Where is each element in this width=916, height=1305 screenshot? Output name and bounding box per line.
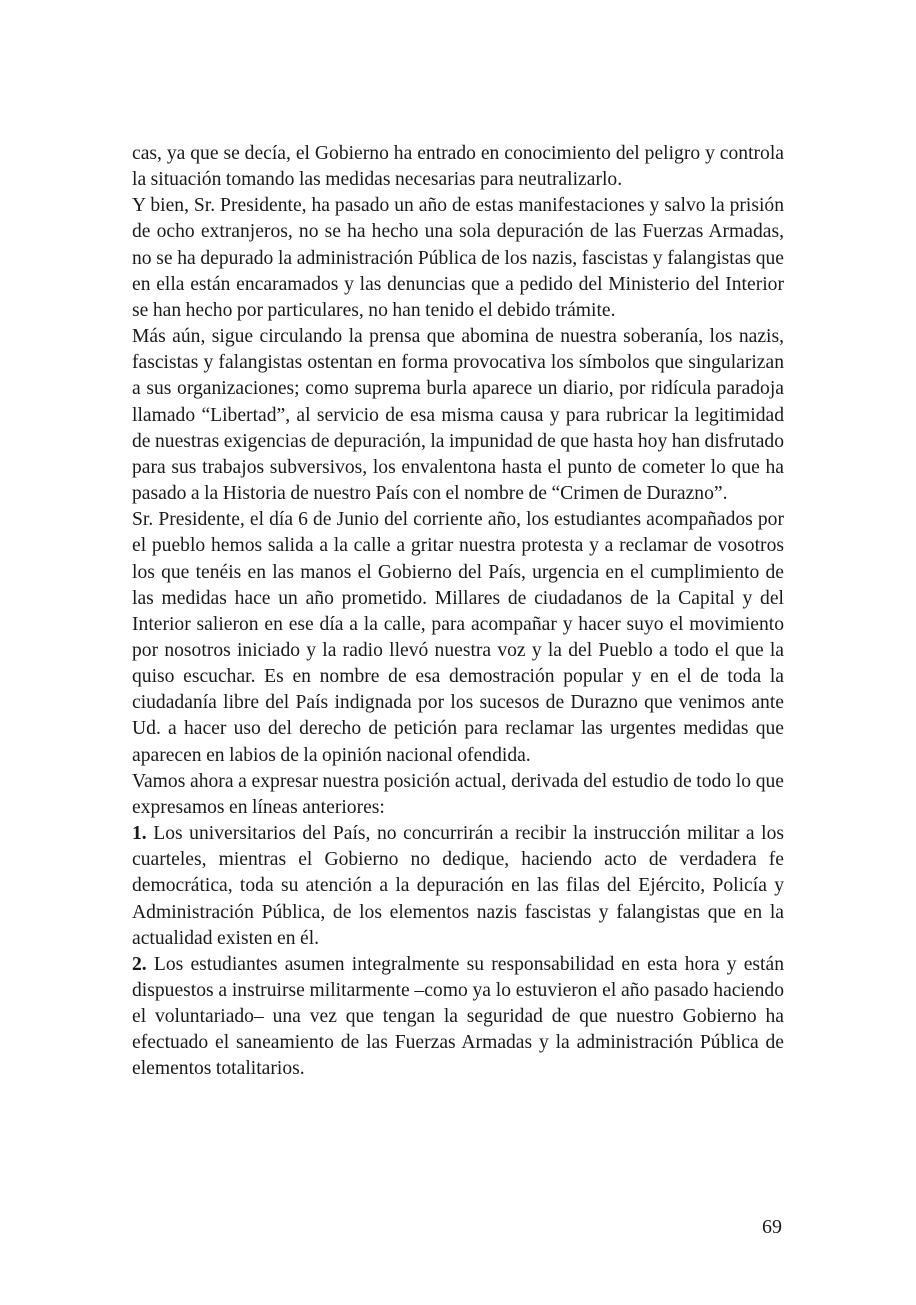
paragraph: cas, ya que se decía, el Gobierno ha entrado en conocimiento del peligro y controla la situación tomando las medidas necesarias para neutralizarlo. <box>132 143 784 191</box>
numbered-item <box>132 952 784 1083</box>
item-number: 1. <box>132 823 147 845</box>
item-text: Los estudiantes asumen integralmente su responsabilidad en esta hora y están dispuestos a instruirse militarmente –como ya lo estuvieron el año pasado haciendo el voluntariado– una vez que tengan la seguridad de que nuestro Gobierno ha efectuado el saneamiento de las Fuerzas Armadas y la administración Pública de elementos totalitarios. <box>132 953 784 1080</box>
paragraph: Sr. Presidente, el día 6 de Junio del corriente año, los estudiantes acompañados por el pueblo hemos salida a la calle a gritar nuestra protesta y a reclamar de vosotros los que tenéis en las manos el Gobierno del País, urgencia en el cumplimiento de las medidas hace un año prometido. Millares de ciudadanos de la Capital y del Interior salieron en ese día a la calle, para acompañar y hacer suyo el movimiento por nosotros iniciado y la radio llevó nuestra voz y la del Pueblo a todo el que la quiso escuchar. Es en nombre de esa demostración popular y en el de toda la ciudadanía libre del País indignada por los sucesos de Durazno que venimos ante Ud. a hacer uso del derecho de petición para reclamar las urgentes medidas que aparecen en labios de la opinión nacional ofendida. <box>132 509 784 766</box>
item-number: 2. <box>132 953 147 975</box>
paragraph: Vamos ahora a expresar nuestra posición actual, derivada del estudio de todo lo que expresamos en líneas anteriores: <box>132 770 784 818</box>
numbered-item <box>132 821 784 952</box>
page-number: 69 <box>762 1216 782 1238</box>
paragraph: Más aún, sigue circulando la prensa que abomina de nuestra soberanía, los nazis, fascistas y falangistas ostentan en forma provocativa los símbolos que singularizan a sus organizaciones; como suprema burla aparece un diario, por ridícula paradoja llamado “Libertad”, al servicio de esa misma causa y para rubricar la legitimidad de nuestras exigencias de depuración, la impunidad de que hasta hoy han disfrutado para sus trabajos subversivos, los envalentona hasta el punto de cometer lo que ha pasado a la Historia de nuestro País con el nombre de “Crimen de Durazno”. <box>132 326 784 505</box>
paragraph: Y bien, Sr. Presidente, ha pasado un año de estas manifestaciones y salvo la prisión de ocho extranjeros, no se ha hecho una sola depuración de las Fuerzas Armadas, no se ha depurado la administración Pública de los nazis, fascistas y falangistas que en ella están encaramados y las denuncias que a pedido del Ministerio del Interior se han hecho por particulares, no han tenido el debido trámite. <box>132 195 784 321</box>
page-body <box>132 141 784 1083</box>
item-text: Los universitarios del País, no concurrirán a recibir la instrucción militar a los cuarteles, mientras el Gobierno no dedique, haciendo acto de verdadera fe democrática, toda su atención a la depuración en las filas del Ejército, Policía y Administración Pública, de los elementos nazis fascistas y falangistas que en la actualidad existen en él. <box>132 823 784 949</box>
